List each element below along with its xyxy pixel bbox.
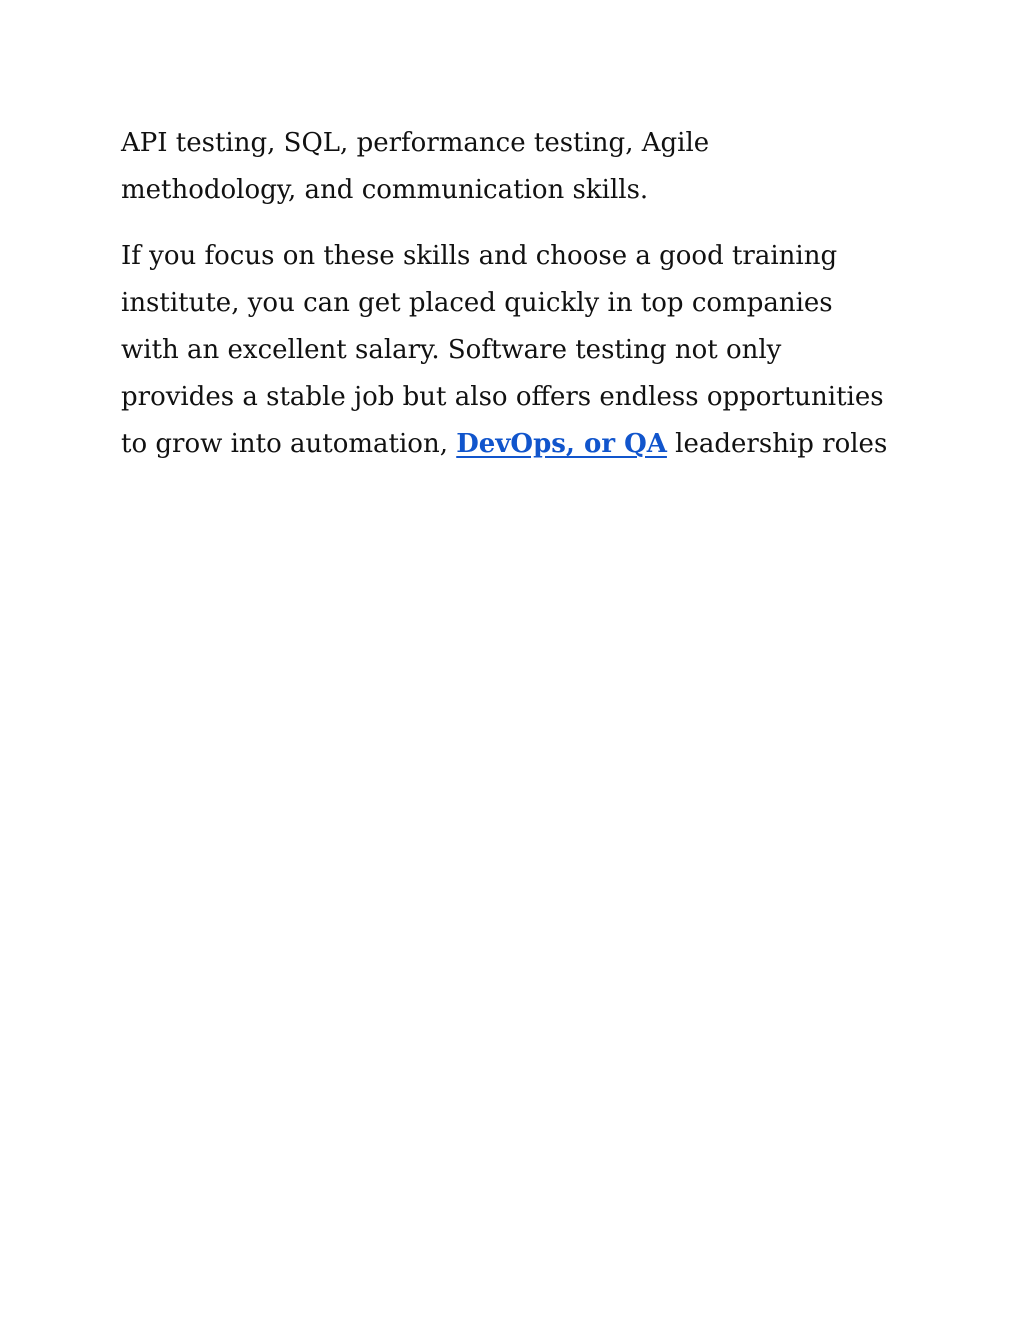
paragraph-2-line-2: institute, you can get placed quickly in top companies [121,288,833,318]
paragraph-1-line-1: API testing, SQL, performance testing, Agile [121,128,710,158]
devops-qa-link[interactable]: DevOps, or QA [456,429,667,459]
paragraph-1-line-2: methodology, and communication skills. [121,175,649,205]
line-5-text-before: to grow into automation, [121,429,457,459]
line-5-text-after: leadership roles [666,429,888,459]
paragraph-2 [121,233,921,468]
paragraph-2-line-1: If you focus on these skills and choose a good training [121,241,838,271]
paragraph-1 [121,120,921,214]
paragraph-2-line-5 [121,421,921,468]
paragraph-2-line-4: provides a stable job but also offers endless opportunities [121,382,884,412]
document-body [121,120,921,468]
paragraph-2-line-3: with an excellent salary. Software testing not only [121,335,782,365]
